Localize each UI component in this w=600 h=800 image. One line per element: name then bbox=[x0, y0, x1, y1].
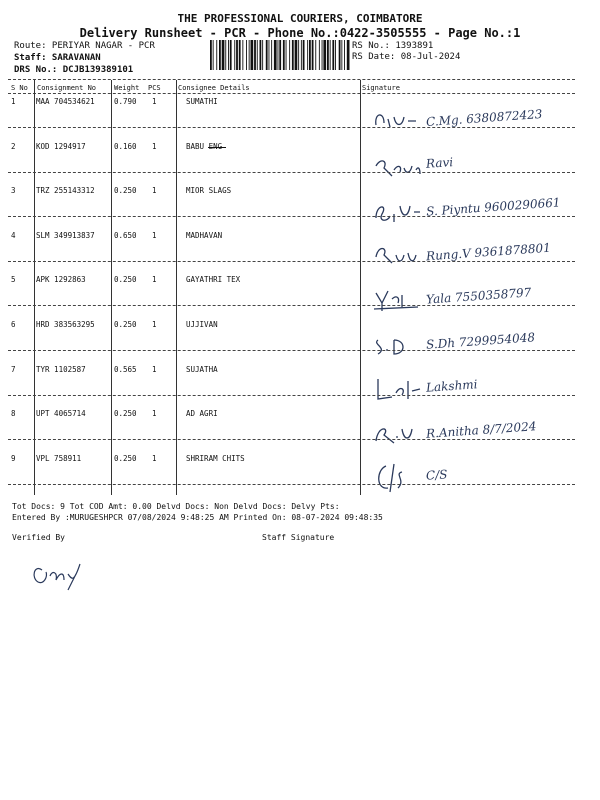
staff-label: Staff: SARAVANAN bbox=[14, 53, 101, 63]
row-signature-text: Ravi bbox=[425, 154, 454, 171]
row-consignment-no: APK 1292863 bbox=[36, 275, 86, 285]
row-pcs: 1 bbox=[152, 141, 157, 151]
drs-number: DRS No.: DCJB139389101 bbox=[14, 65, 134, 75]
col-divider bbox=[34, 80, 35, 495]
row-consignee: AD AGRI bbox=[186, 409, 218, 419]
row-consignee: SUJATHA bbox=[186, 364, 218, 374]
header-top-rule bbox=[8, 79, 575, 80]
row-consignee: BABU ENG bbox=[186, 141, 223, 151]
row-separator bbox=[8, 395, 575, 396]
signature-scribble-icon bbox=[372, 192, 424, 226]
row-signature bbox=[372, 460, 577, 494]
row-signature-text: S. Piyntu 9600290661 bbox=[425, 195, 561, 219]
row-signature bbox=[372, 237, 577, 271]
verified-by-label: Verified By bbox=[12, 533, 65, 542]
rs-date: RS Date: 08-Jul-2024 bbox=[352, 52, 461, 62]
row-sno: 6 bbox=[11, 320, 16, 329]
col-divider bbox=[111, 80, 112, 495]
signature-scribble-icon bbox=[372, 371, 424, 405]
row-sno: 3 bbox=[11, 186, 16, 196]
row-signature bbox=[372, 103, 577, 137]
row-sno: 7 bbox=[11, 364, 16, 374]
row-pcs: 1 bbox=[152, 320, 157, 329]
row-pcs: 1 bbox=[152, 186, 157, 196]
row-weight: 0.250 bbox=[114, 320, 137, 329]
row-pcs: 1 bbox=[152, 453, 157, 463]
row-consignment-no: TRZ 255143312 bbox=[36, 186, 95, 196]
barcode bbox=[210, 40, 350, 70]
row-pcs: 1 bbox=[152, 409, 157, 419]
row-consignment-no: UPT 4065714 bbox=[36, 409, 86, 419]
staff-signature-label: Staff Signature bbox=[262, 533, 335, 542]
signature-scribble-icon bbox=[372, 415, 424, 449]
route-label: Route: PERIYAR NAGAR - PCR bbox=[14, 41, 155, 51]
row-signature-text: C.Mg. 6380872423 bbox=[425, 106, 543, 130]
row-consignment-no: TYR 1102587 bbox=[36, 364, 86, 374]
row-weight: 0.650 bbox=[114, 230, 137, 240]
row-separator bbox=[8, 305, 575, 306]
strike-mark bbox=[208, 147, 226, 148]
col-divider bbox=[360, 80, 361, 495]
row-sno: 9 bbox=[11, 453, 16, 463]
row-signature bbox=[372, 415, 577, 449]
row-consignee: UJJIVAN bbox=[186, 320, 218, 329]
row-consignment-no: HRD 383563295 bbox=[36, 320, 95, 329]
row-sno: 4 bbox=[11, 230, 16, 240]
row-signature-text: Yala 7550358797 bbox=[425, 285, 532, 308]
row-consignment-no: MAA 704534621 bbox=[36, 97, 95, 106]
row-signature bbox=[372, 281, 577, 315]
row-consignee: SHRIRAM CHITS bbox=[186, 453, 245, 463]
col-header-weight: Weight bbox=[114, 84, 140, 92]
row-signature bbox=[372, 192, 577, 226]
col-header-consignment: Consignment No bbox=[37, 84, 97, 92]
totals-line: Tot Docs: 9 Tot COD Amt: 0.00 Delvd Docs: Non Delvd Docs: Delvy Pts: bbox=[12, 502, 340, 511]
row-sno: 1 bbox=[11, 97, 16, 106]
row-sno: 5 bbox=[11, 275, 16, 285]
row-consignee: SUMATHI bbox=[186, 97, 218, 106]
row-weight: 0.250 bbox=[114, 409, 137, 419]
row-signature-text: S.Dh 7299954048 bbox=[425, 330, 536, 352]
signature-scribble-icon bbox=[372, 148, 424, 182]
row-signature-text: Rung.V 9361878801 bbox=[425, 240, 552, 264]
signature-scribble-icon bbox=[372, 237, 424, 271]
row-separator bbox=[8, 261, 575, 262]
company-title: THE PROFESSIONAL COURIERS, COIMBATORE bbox=[177, 12, 423, 25]
row-signature bbox=[372, 371, 577, 405]
row-signature bbox=[372, 326, 577, 360]
signature-scribble-icon bbox=[372, 326, 424, 360]
row-separator bbox=[8, 127, 575, 128]
col-header-consignee: Consignee Details bbox=[178, 84, 250, 92]
row-consignment-no: SLM 349913837 bbox=[36, 230, 95, 240]
row-signature bbox=[372, 148, 577, 182]
row-weight: 0.565 bbox=[114, 364, 137, 374]
signature-scribble-icon bbox=[372, 103, 424, 137]
row-signature-text: R.Anitha 8/7/2024 bbox=[425, 419, 537, 442]
row-consignee: MIOR SLAGS bbox=[186, 186, 232, 196]
col-divider bbox=[176, 80, 177, 495]
row-weight: 0.160 bbox=[114, 141, 137, 151]
runsheet-subtitle: Delivery Runsheet - PCR - Phone No.:0422-3505555 - Page No.:1 bbox=[79, 26, 521, 40]
signature-scribble-icon bbox=[372, 460, 424, 494]
row-separator bbox=[8, 439, 575, 440]
row-sno: 8 bbox=[11, 409, 16, 419]
row-separator bbox=[8, 216, 575, 217]
row-consignment-no: KOD 1294917 bbox=[36, 141, 86, 151]
entered-by-line: Entered By :MURUGESHPCR 07/08/2024 9:48:25 AM Printed On: 08-07-2024 09:48:35 bbox=[12, 513, 383, 522]
verified-signature bbox=[28, 552, 98, 592]
row-separator bbox=[8, 484, 575, 485]
row-weight: 0.250 bbox=[114, 275, 137, 285]
row-signature-text: Lakshmi bbox=[425, 376, 478, 395]
col-header-signature: Signature bbox=[362, 84, 400, 92]
row-consignee: MADHAVAN bbox=[186, 230, 223, 240]
row-consignment-no: VPL 758911 bbox=[36, 453, 82, 463]
rs-number: RS No.: 1393891 bbox=[352, 41, 434, 51]
row-pcs: 1 bbox=[152, 230, 157, 240]
col-header-sno: S No bbox=[11, 84, 28, 92]
row-consignee: GAYATHRI TEX bbox=[186, 275, 241, 285]
signature-scribble-icon bbox=[372, 281, 424, 315]
row-separator bbox=[8, 350, 575, 351]
row-weight: 0.250 bbox=[114, 453, 137, 463]
header-bottom-rule bbox=[8, 93, 575, 94]
row-signature-text: C/S bbox=[425, 467, 448, 483]
row-weight: 0.790 bbox=[114, 97, 137, 106]
row-pcs: 1 bbox=[152, 97, 157, 106]
row-separator bbox=[8, 172, 575, 173]
row-pcs: 1 bbox=[152, 364, 157, 374]
row-pcs: 1 bbox=[152, 275, 157, 285]
col-header-pcs: PCS bbox=[148, 84, 161, 92]
row-weight: 0.250 bbox=[114, 186, 137, 196]
row-sno: 2 bbox=[11, 141, 16, 151]
